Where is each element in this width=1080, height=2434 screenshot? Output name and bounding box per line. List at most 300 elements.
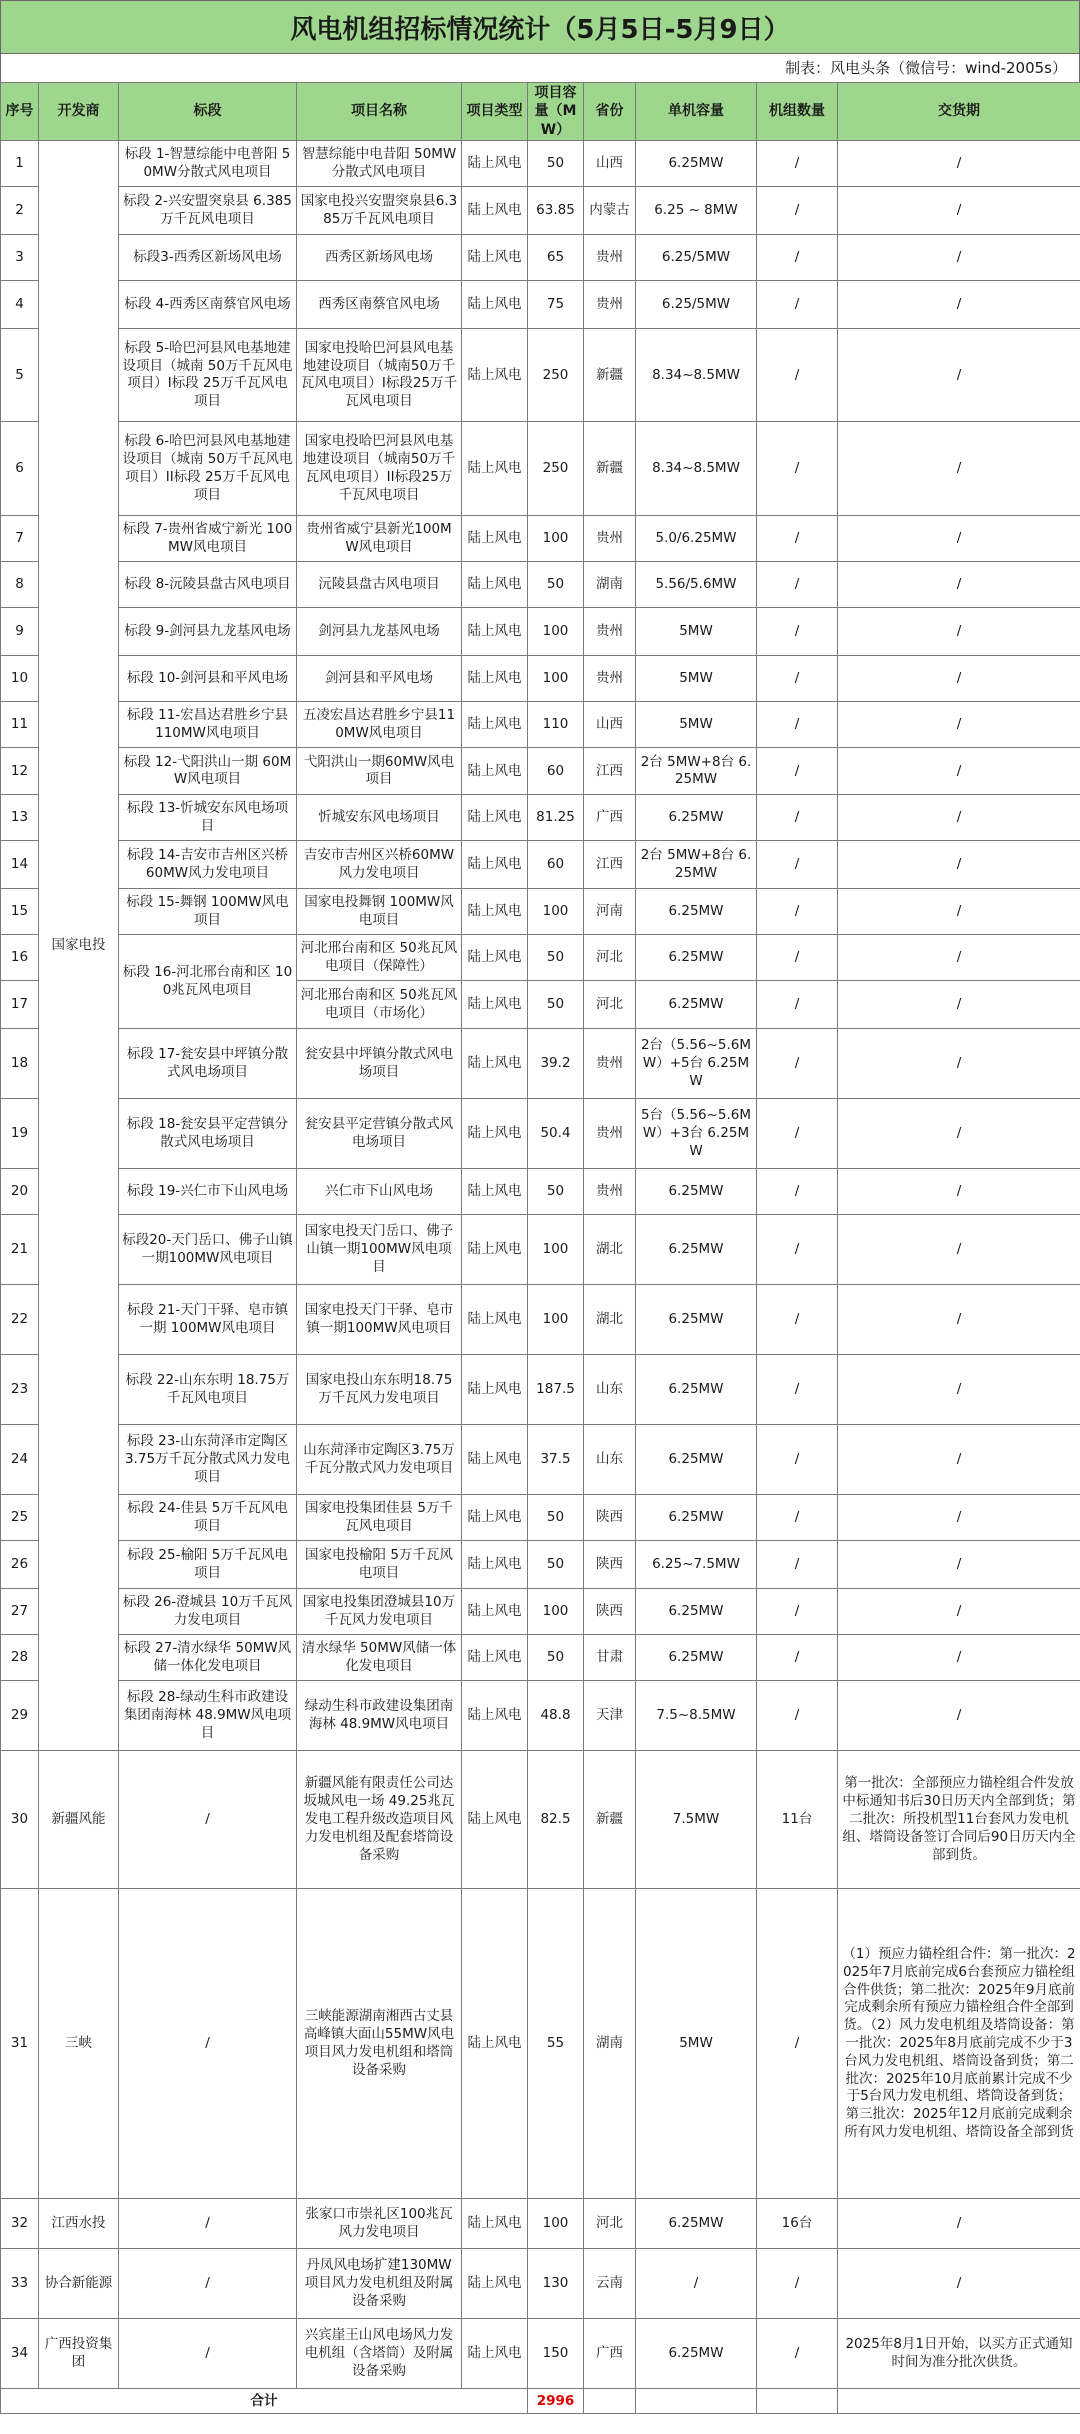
cell-capacity: 50 bbox=[528, 1169, 584, 1215]
cell-type: 陆上风电 bbox=[462, 1495, 528, 1541]
cell-section: 标段 28-绿动生科市政建设集团南海林 48.9MW风电项目 bbox=[119, 1681, 297, 1751]
cell-unit: 6.25~7.5MW bbox=[636, 1541, 757, 1589]
cell-project: 绿动生科市政建设集团南海林 48.9MW风电项目 bbox=[297, 1681, 462, 1751]
cell-developer: 国家电投 bbox=[39, 141, 119, 1751]
cell-delivery: / bbox=[838, 935, 1080, 981]
cell-unit: 6.25MW bbox=[636, 1285, 757, 1355]
cell-section: 标段20-天门岳口、佛子山镇一期100MW风电项目 bbox=[119, 1215, 297, 1285]
cell-no: 1 bbox=[1, 141, 39, 187]
header-capacity: 项目容量（MW） bbox=[528, 83, 584, 141]
cell-count: / bbox=[757, 702, 838, 748]
cell-no: 12 bbox=[1, 748, 39, 795]
cell-developer: 三峡 bbox=[39, 1889, 119, 2199]
cell-capacity: 50 bbox=[528, 981, 584, 1029]
cell-capacity: 50 bbox=[528, 935, 584, 981]
table-row bbox=[1, 1589, 1080, 1635]
cell-section: / bbox=[119, 2199, 297, 2249]
cell-section: 标段 9-剑河县九龙基风电场 bbox=[119, 608, 297, 656]
cell-province: 湖北 bbox=[584, 1215, 636, 1285]
cell-count: / bbox=[757, 935, 838, 981]
cell-project: 西秀区新场风电场 bbox=[297, 235, 462, 281]
cell-count: / bbox=[757, 1541, 838, 1589]
cell-type: 陆上风电 bbox=[462, 702, 528, 748]
cell-delivery: / bbox=[838, 1589, 1080, 1635]
cell-section: 标段 17-瓮安县中坪镇分散式风电场项目 bbox=[119, 1029, 297, 1099]
header-no: 序号 bbox=[1, 83, 39, 141]
cell-count: / bbox=[757, 1889, 838, 2199]
cell-project: 忻城安东风电场项目 bbox=[297, 795, 462, 841]
table-row bbox=[1, 1635, 1080, 1681]
cell-province: 山东 bbox=[584, 1425, 636, 1495]
cell-capacity: 39.2 bbox=[528, 1029, 584, 1099]
cell-unit: 6.25MW bbox=[636, 1425, 757, 1495]
cell-capacity: 100 bbox=[528, 1285, 584, 1355]
table-row bbox=[1, 141, 1080, 187]
bid-table bbox=[0, 82, 1080, 2414]
table-row bbox=[1, 1029, 1080, 1099]
cell-unit: 6.25MW bbox=[636, 795, 757, 841]
cell-section: 标段 15-舞钢 100MW风电项目 bbox=[119, 889, 297, 935]
cell-section: 标段 18-瓮安县平定营镇分散式风电场项目 bbox=[119, 1099, 297, 1169]
cell-unit: 8.34~8.5MW bbox=[636, 422, 757, 516]
cell-unit: 6.25MW bbox=[636, 935, 757, 981]
cell-province: 河北 bbox=[584, 981, 636, 1029]
cell-section: 标段 22-山东东明 18.75万千瓦风电项目 bbox=[119, 1355, 297, 1425]
cell-count: / bbox=[757, 608, 838, 656]
cell-count: / bbox=[757, 1355, 838, 1425]
cell-count: / bbox=[757, 1425, 838, 1495]
cell-project: 国家电投集团佳县 5万千瓦风电项目 bbox=[297, 1495, 462, 1541]
cell-developer: 新疆风能 bbox=[39, 1751, 119, 1889]
table-row bbox=[1, 2249, 1080, 2319]
cell-province: 河北 bbox=[584, 935, 636, 981]
cell-project: 吉安市吉州区兴桥60MW风力发电项目 bbox=[297, 841, 462, 889]
cell-project: 国家电投山东东明18.75万千瓦风力发电项目 bbox=[297, 1355, 462, 1425]
cell-delivery: / bbox=[838, 608, 1080, 656]
cell-section: 标段 16-河北邢台南和区 100兆瓦风电项目 bbox=[119, 935, 297, 1029]
cell-delivery: / bbox=[838, 2249, 1080, 2319]
cell-project: 剑河县九龙基风电场 bbox=[297, 608, 462, 656]
table-row bbox=[1, 562, 1080, 608]
cell-type: 陆上风电 bbox=[462, 841, 528, 889]
table-row bbox=[1, 2199, 1080, 2249]
cell-developer: 广西投资集团 bbox=[39, 2319, 119, 2389]
cell-count: / bbox=[757, 889, 838, 935]
cell-province: 广西 bbox=[584, 795, 636, 841]
cell-type: 陆上风电 bbox=[462, 281, 528, 329]
cell-capacity: 75 bbox=[528, 281, 584, 329]
cell-type: 陆上风电 bbox=[462, 1285, 528, 1355]
cell-project: 弋阳洪山一期60MW风电项目 bbox=[297, 748, 462, 795]
cell-unit: 6.25MW bbox=[636, 1355, 757, 1425]
cell-type: 陆上风电 bbox=[462, 516, 528, 562]
cell-project: 贵州省威宁县新光100MW风电项目 bbox=[297, 516, 462, 562]
cell-section: 标段 6-哈巴河县风电基地建设项目（城南 50万千瓦风电项目）II标段 25万千瓦风电项目 bbox=[119, 422, 297, 516]
cell-project: 国家电投哈巴河县风电基地建设项目（城南50万千瓦风电项目）II标段25万千瓦风电项目 bbox=[297, 422, 462, 516]
sheet-title: 风电机组招标情况统计（5月5日-5月9日） bbox=[0, 0, 1080, 54]
cell-province: 陕西 bbox=[584, 1495, 636, 1541]
cell-project: 兴仁市下山风电场 bbox=[297, 1169, 462, 1215]
cell-no: 2 bbox=[1, 187, 39, 235]
cell-count: / bbox=[757, 281, 838, 329]
cell-type: 陆上风电 bbox=[462, 1169, 528, 1215]
cell-count: 11台 bbox=[757, 1751, 838, 1889]
cell-province: 贵州 bbox=[584, 235, 636, 281]
cell-delivery: / bbox=[838, 281, 1080, 329]
cell-type: 陆上风电 bbox=[462, 1541, 528, 1589]
cell-capacity: 187.5 bbox=[528, 1355, 584, 1425]
table-row bbox=[1, 281, 1080, 329]
cell-project: 河北邢台南和区 50兆瓦风电项目（市场化） bbox=[297, 981, 462, 1029]
cell-province: 江西 bbox=[584, 748, 636, 795]
cell-capacity: 55 bbox=[528, 1889, 584, 2199]
cell-project: 国家电投榆阳 5万千瓦风电项目 bbox=[297, 1541, 462, 1589]
cell-no: 6 bbox=[1, 422, 39, 516]
cell-no: 3 bbox=[1, 235, 39, 281]
cell-no: 17 bbox=[1, 981, 39, 1029]
cell-no: 23 bbox=[1, 1355, 39, 1425]
table-row bbox=[1, 889, 1080, 935]
cell-delivery: / bbox=[838, 841, 1080, 889]
cell-unit: 6.25MW bbox=[636, 1635, 757, 1681]
cell-unit: 5.56/5.6MW bbox=[636, 562, 757, 608]
cell-project: 三峡能源湖南湘西古丈县高峰镇大面山55MW风电项目风力发电机组和塔筒设备采购 bbox=[297, 1889, 462, 2199]
cell-delivery: / bbox=[838, 1355, 1080, 1425]
table-row bbox=[1, 235, 1080, 281]
cell-no: 15 bbox=[1, 889, 39, 935]
cell-section: 标段 2-兴安盟突泉县 6.385万千瓦风电项目 bbox=[119, 187, 297, 235]
cell-no: 18 bbox=[1, 1029, 39, 1099]
cell-no: 28 bbox=[1, 1635, 39, 1681]
cell-count: / bbox=[757, 141, 838, 187]
cell-unit: 6.25MW bbox=[636, 1495, 757, 1541]
cell-project: 五凌宏昌达君胜乡宁县110MW风电项目 bbox=[297, 702, 462, 748]
cell-project: 沅陵县盘古风电项目 bbox=[297, 562, 462, 608]
cell-unit: 5MW bbox=[636, 702, 757, 748]
cell-project: 瓮安县平定营镇分散式风电场项目 bbox=[297, 1099, 462, 1169]
cell-capacity: 100 bbox=[528, 1589, 584, 1635]
cell-section: 标段 13-忻城安东风电场项目 bbox=[119, 795, 297, 841]
cell-province: 河北 bbox=[584, 2199, 636, 2249]
cell-section: 标段 11-宏昌达君胜乡宁县 110MW风电项目 bbox=[119, 702, 297, 748]
cell-delivery: / bbox=[838, 889, 1080, 935]
cell-capacity: 100 bbox=[528, 516, 584, 562]
cell-delivery: / bbox=[838, 1541, 1080, 1589]
cell-unit: 5台（5.56~5.6MW）+3台 6.25MW bbox=[636, 1099, 757, 1169]
cell-capacity: 100 bbox=[528, 608, 584, 656]
cell-no: 4 bbox=[1, 281, 39, 329]
cell-no: 31 bbox=[1, 1889, 39, 2199]
cell-section: 标段 25-榆阳 5万千瓦风电项目 bbox=[119, 1541, 297, 1589]
cell-capacity: 65 bbox=[528, 235, 584, 281]
cell-province: 甘肃 bbox=[584, 1635, 636, 1681]
cell-delivery: / bbox=[838, 1029, 1080, 1099]
header-delivery: 交货期 bbox=[838, 83, 1080, 141]
cell-type: 陆上风电 bbox=[462, 1425, 528, 1495]
cell-unit: 5MW bbox=[636, 656, 757, 702]
cell-type: 陆上风电 bbox=[462, 981, 528, 1029]
cell-capacity: 100 bbox=[528, 1215, 584, 1285]
header-type: 项目类型 bbox=[462, 83, 528, 141]
cell-type: 陆上风电 bbox=[462, 889, 528, 935]
cell-province: 新疆 bbox=[584, 329, 636, 422]
cell-type: 陆上风电 bbox=[462, 235, 528, 281]
cell-unit: 6.25MW bbox=[636, 889, 757, 935]
table-row bbox=[1, 422, 1080, 516]
header-row bbox=[1, 83, 1080, 141]
cell-count: / bbox=[757, 981, 838, 1029]
cell-project: 清水绿华 50MW风储一体化发电项目 bbox=[297, 1635, 462, 1681]
cell-province: 内蒙古 bbox=[584, 187, 636, 235]
cell-delivery: / bbox=[838, 1169, 1080, 1215]
cell-delivery: / bbox=[838, 1495, 1080, 1541]
cell-delivery: / bbox=[838, 562, 1080, 608]
cell-delivery: / bbox=[838, 1635, 1080, 1681]
cell-no: 5 bbox=[1, 329, 39, 422]
cell-developer: 协合新能源 bbox=[39, 2249, 119, 2319]
sheet-credit: 制表：风电头条（微信号：wind-2005s） bbox=[0, 54, 1080, 82]
cell-unit: 2台 5MW+8台 6.25MW bbox=[636, 748, 757, 795]
cell-count: / bbox=[757, 187, 838, 235]
cell-project: 国家电投舞钢 100MW风电项目 bbox=[297, 889, 462, 935]
total-blank-cell bbox=[757, 2389, 838, 2414]
cell-section: 标段 4-西秀区南蔡官风电场 bbox=[119, 281, 297, 329]
cell-unit: 6.25/5MW bbox=[636, 235, 757, 281]
cell-section: 标段 14-吉安市吉州区兴桥 60MW风力发电项目 bbox=[119, 841, 297, 889]
total-label: 合计 bbox=[1, 2389, 528, 2414]
cell-project: 丹凤风电场扩建130MW项目风力发电机组及附属设备采购 bbox=[297, 2249, 462, 2319]
cell-type: 陆上风电 bbox=[462, 1029, 528, 1099]
cell-type: 陆上风电 bbox=[462, 141, 528, 187]
cell-capacity: 50.4 bbox=[528, 1099, 584, 1169]
cell-type: 陆上风电 bbox=[462, 1355, 528, 1425]
cell-type: 陆上风电 bbox=[462, 1889, 528, 2199]
cell-type: 陆上风电 bbox=[462, 422, 528, 516]
cell-capacity: 150 bbox=[528, 2319, 584, 2389]
cell-province: 贵州 bbox=[584, 281, 636, 329]
cell-delivery: 第一批次：全部预应力锚栓组合件发放中标通知书后30日历天内全部到货；第二批次：所投机型11台套风力发电机组、塔筒设备签订合同后90日历天内全部到货。 bbox=[838, 1751, 1080, 1889]
table-row bbox=[1, 1541, 1080, 1589]
cell-unit: 5.0/6.25MW bbox=[636, 516, 757, 562]
cell-unit: / bbox=[636, 2249, 757, 2319]
cell-count: / bbox=[757, 1285, 838, 1355]
header-developer: 开发商 bbox=[39, 83, 119, 141]
cell-capacity: 37.5 bbox=[528, 1425, 584, 1495]
cell-delivery: / bbox=[838, 2199, 1080, 2249]
cell-capacity: 100 bbox=[528, 889, 584, 935]
cell-no: 20 bbox=[1, 1169, 39, 1215]
cell-province: 湖南 bbox=[584, 562, 636, 608]
cell-developer: 江西水投 bbox=[39, 2199, 119, 2249]
cell-count: / bbox=[757, 2319, 838, 2389]
table-row bbox=[1, 516, 1080, 562]
cell-unit: 6.25MW bbox=[636, 1589, 757, 1635]
cell-no: 8 bbox=[1, 562, 39, 608]
cell-section: 标段 27-清水绿华 50MW风储一体化发电项目 bbox=[119, 1635, 297, 1681]
cell-project: 新疆风能有限责任公司达坂城风电一场 49.25兆瓦发电工程升级改造项目风力发电机组及配套塔筒设备采购 bbox=[297, 1751, 462, 1889]
table-row bbox=[1, 1099, 1080, 1169]
cell-capacity: 250 bbox=[528, 329, 584, 422]
cell-delivery: / bbox=[838, 702, 1080, 748]
cell-section: 标段 26-澄城县 10万千瓦风力发电项目 bbox=[119, 1589, 297, 1635]
cell-no: 7 bbox=[1, 516, 39, 562]
cell-delivery: （1）预应力锚栓组合件：第一批次：2025年7月底前完成6台套预应力锚栓组合件供货；第二批次：2025年9月底前完成剩余所有预应力锚栓组合件全部到货。（2）风力发电机组及塔筒设备：第一批次：2025年8月底前完成不少于3台风力发电机组、塔筒设备到货；第二批次：2025年10月底前累计完成不少于5台风力发电机组、塔筒设备到货；第三批次：2025年12月底前完成剩余所有风力发电机组、塔筒设备全部到货 bbox=[838, 1889, 1080, 2199]
cell-section: / bbox=[119, 1751, 297, 1889]
cell-count: / bbox=[757, 1029, 838, 1099]
header-count: 机组数量 bbox=[757, 83, 838, 141]
cell-delivery: / bbox=[838, 656, 1080, 702]
cell-no: 26 bbox=[1, 1541, 39, 1589]
table-row bbox=[1, 748, 1080, 795]
cell-count: / bbox=[757, 1589, 838, 1635]
table-row bbox=[1, 702, 1080, 748]
cell-delivery: / bbox=[838, 748, 1080, 795]
cell-capacity: 50 bbox=[528, 141, 584, 187]
cell-delivery: / bbox=[838, 329, 1080, 422]
cell-type: 陆上风电 bbox=[462, 1589, 528, 1635]
cell-no: 11 bbox=[1, 702, 39, 748]
cell-type: 陆上风电 bbox=[462, 2249, 528, 2319]
cell-capacity: 82.5 bbox=[528, 1751, 584, 1889]
table-row bbox=[1, 656, 1080, 702]
table-row bbox=[1, 329, 1080, 422]
header-project: 项目名称 bbox=[297, 83, 462, 141]
cell-delivery: / bbox=[838, 187, 1080, 235]
cell-count: / bbox=[757, 748, 838, 795]
cell-type: 陆上风电 bbox=[462, 1635, 528, 1681]
cell-capacity: 130 bbox=[528, 2249, 584, 2319]
cell-no: 32 bbox=[1, 2199, 39, 2249]
cell-section: 标段 8-沅陵县盘古风电项目 bbox=[119, 562, 297, 608]
cell-type: 陆上风电 bbox=[462, 608, 528, 656]
cell-no: 14 bbox=[1, 841, 39, 889]
cell-no: 13 bbox=[1, 795, 39, 841]
cell-count: / bbox=[757, 329, 838, 422]
cell-type: 陆上风电 bbox=[462, 329, 528, 422]
cell-count: / bbox=[757, 1681, 838, 1751]
cell-count: 16台 bbox=[757, 2199, 838, 2249]
cell-capacity: 50 bbox=[528, 1635, 584, 1681]
cell-project: 国家电投集团澄城县10万千瓦风力发电项目 bbox=[297, 1589, 462, 1635]
cell-project: 西秀区南蔡官风电场 bbox=[297, 281, 462, 329]
cell-delivery: / bbox=[838, 981, 1080, 1029]
cell-count: / bbox=[757, 562, 838, 608]
cell-unit: 7.5MW bbox=[636, 1751, 757, 1889]
table-row bbox=[1, 1681, 1080, 1751]
cell-section: / bbox=[119, 2249, 297, 2319]
cell-project: 山东菏泽市定陶区3.75万千瓦分散式风力发电项目 bbox=[297, 1425, 462, 1495]
cell-project: 智慧综能中电昔阳 50MW分散式风电项目 bbox=[297, 141, 462, 187]
cell-no: 22 bbox=[1, 1285, 39, 1355]
cell-province: 河南 bbox=[584, 889, 636, 935]
cell-count: / bbox=[757, 2249, 838, 2319]
total-blank-cell bbox=[838, 2389, 1080, 2414]
cell-no: 30 bbox=[1, 1751, 39, 1889]
cell-delivery: / bbox=[838, 1425, 1080, 1495]
cell-no: 25 bbox=[1, 1495, 39, 1541]
table-row bbox=[1, 841, 1080, 889]
table-row bbox=[1, 1751, 1080, 1889]
cell-type: 陆上风电 bbox=[462, 2319, 528, 2389]
cell-province: 山西 bbox=[584, 702, 636, 748]
cell-unit: 6.25MW bbox=[636, 141, 757, 187]
cell-section: 标段 21-天门干驿、皂市镇一期 100MW风电项目 bbox=[119, 1285, 297, 1355]
cell-project: 国家电投天门干驿、皂市镇一期100MW风电项目 bbox=[297, 1285, 462, 1355]
cell-section: 标段 5-哈巴河县风电基地建设项目（城南 50万千瓦风电项目）I标段 25万千瓦风电项目 bbox=[119, 329, 297, 422]
cell-no: 24 bbox=[1, 1425, 39, 1495]
cell-capacity: 60 bbox=[528, 748, 584, 795]
cell-section: 标段 23-山东菏泽市定陶区 3.75万千瓦分散式风力发电项目 bbox=[119, 1425, 297, 1495]
cell-delivery: / bbox=[838, 422, 1080, 516]
header-section: 标段 bbox=[119, 83, 297, 141]
cell-type: 陆上风电 bbox=[462, 1099, 528, 1169]
table-row bbox=[1, 608, 1080, 656]
cell-province: 湖南 bbox=[584, 1889, 636, 2199]
cell-capacity: 48.8 bbox=[528, 1681, 584, 1751]
cell-province: 新疆 bbox=[584, 422, 636, 516]
cell-capacity: 50 bbox=[528, 562, 584, 608]
cell-section: / bbox=[119, 1889, 297, 2199]
cell-delivery: / bbox=[838, 516, 1080, 562]
cell-no: 9 bbox=[1, 608, 39, 656]
cell-province: 贵州 bbox=[584, 1099, 636, 1169]
cell-project: 国家电投天门岳口、佛子山镇一期100MW风电项目 bbox=[297, 1215, 462, 1285]
table-row bbox=[1, 1215, 1080, 1285]
cell-delivery: / bbox=[838, 795, 1080, 841]
cell-capacity: 100 bbox=[528, 2199, 584, 2249]
cell-capacity: 50 bbox=[528, 1495, 584, 1541]
cell-province: 山西 bbox=[584, 141, 636, 187]
table-row bbox=[1, 935, 1080, 981]
cell-unit: 6.25/5MW bbox=[636, 281, 757, 329]
cell-count: / bbox=[757, 516, 838, 562]
cell-province: 贵州 bbox=[584, 1169, 636, 1215]
cell-section: 标段 10-剑河县和平风电场 bbox=[119, 656, 297, 702]
cell-section: / bbox=[119, 2319, 297, 2389]
cell-unit: 6.25MW bbox=[636, 2319, 757, 2389]
table-row bbox=[1, 1495, 1080, 1541]
table-row bbox=[1, 1889, 1080, 2199]
cell-project: 河北邢台南和区 50兆瓦风电项目（保障性） bbox=[297, 935, 462, 981]
cell-capacity: 63.85 bbox=[528, 187, 584, 235]
cell-section: 标段3-西秀区新场风电场 bbox=[119, 235, 297, 281]
cell-province: 陕西 bbox=[584, 1589, 636, 1635]
cell-capacity: 250 bbox=[528, 422, 584, 516]
cell-type: 陆上风电 bbox=[462, 2199, 528, 2249]
cell-project: 瓮安县中坪镇分散式风电场项目 bbox=[297, 1029, 462, 1099]
cell-province: 贵州 bbox=[584, 608, 636, 656]
cell-no: 21 bbox=[1, 1215, 39, 1285]
cell-count: / bbox=[757, 235, 838, 281]
table-row bbox=[1, 187, 1080, 235]
cell-unit: 6.25 ~ 8MW bbox=[636, 187, 757, 235]
cell-project: 兴宾崖王山风电场风力发电机组（含塔筒）及附属设备采购 bbox=[297, 2319, 462, 2389]
cell-province: 新疆 bbox=[584, 1751, 636, 1889]
cell-province: 广西 bbox=[584, 2319, 636, 2389]
cell-province: 天津 bbox=[584, 1681, 636, 1751]
cell-type: 陆上风电 bbox=[462, 1751, 528, 1889]
cell-no: 10 bbox=[1, 656, 39, 702]
cell-count: / bbox=[757, 1495, 838, 1541]
cell-count: / bbox=[757, 841, 838, 889]
cell-count: / bbox=[757, 656, 838, 702]
table-row bbox=[1, 1425, 1080, 1495]
cell-unit: 2台（5.56~5.6MW）+5台 6.25MW bbox=[636, 1029, 757, 1099]
cell-delivery: / bbox=[838, 235, 1080, 281]
cell-type: 陆上风电 bbox=[462, 1681, 528, 1751]
cell-type: 陆上风电 bbox=[462, 562, 528, 608]
cell-delivery: / bbox=[838, 1285, 1080, 1355]
